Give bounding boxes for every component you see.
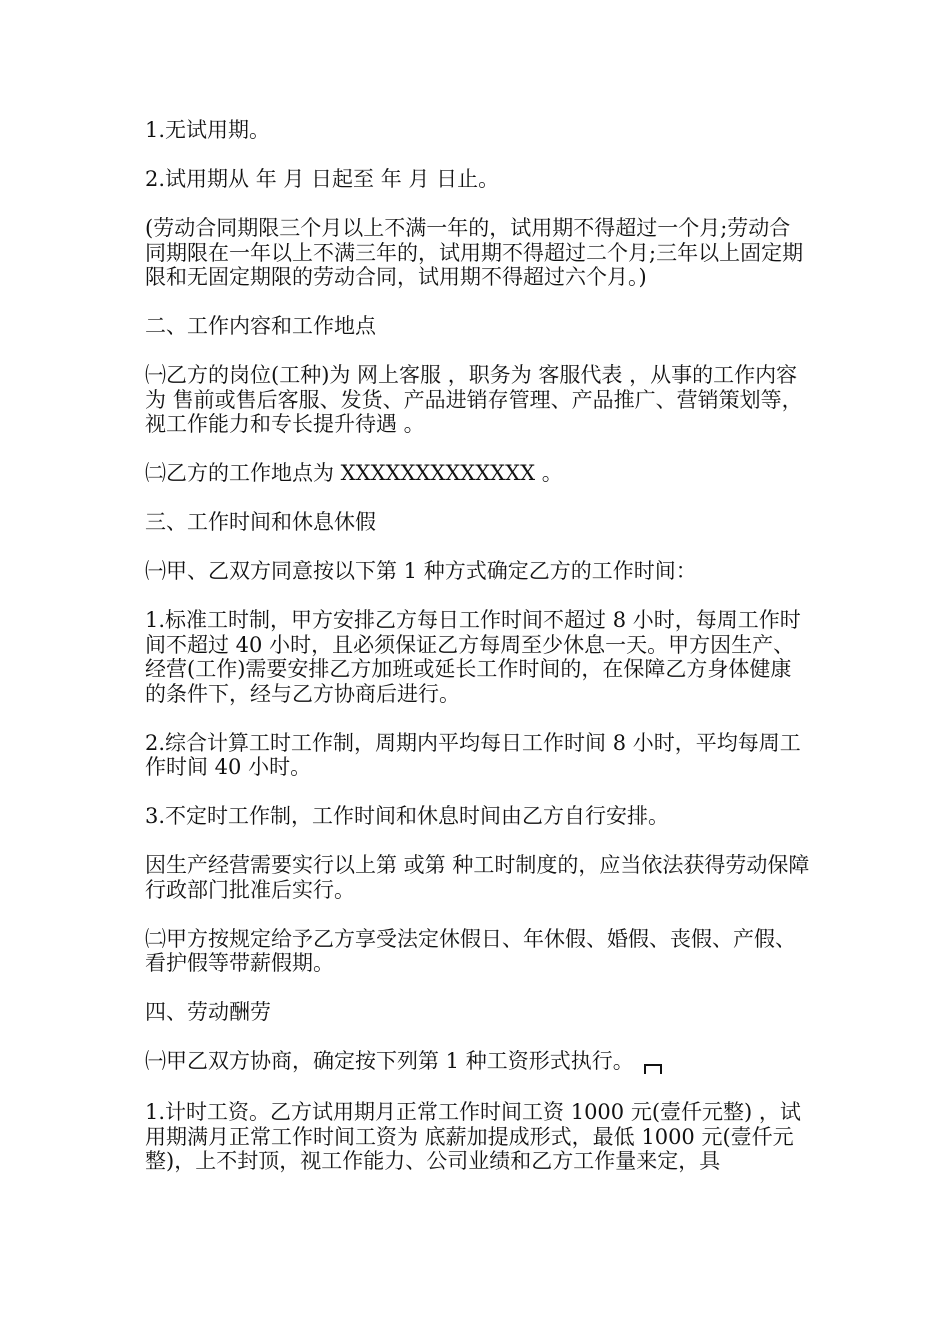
- bracket-mark-icon: [644, 1064, 662, 1074]
- paragraph-job-position: ㈠乙方的岗位(工种)为 网上客服 ，职务为 客服代表 ，从事的工作内容为 售前或售后客服、发货、产品进销存管理、产品推广、营销策划等，视工作能力和专长提升待遇 。: [145, 363, 803, 436]
- section-heading-work-hours: 三、工作时间和休息休假: [145, 510, 376, 534]
- paragraph-comprehensive-hours: 2.综合计算工时工作制，周期内平均每日工作时间 8 小时，平均每周工作时间 40 小时。: [145, 730, 801, 779]
- document-body: [145, 118, 810, 1174]
- paragraph-probation-period: 2.试用期从 年 月 日起至 年 月 日止。: [145, 167, 500, 191]
- paragraph-standard-hours: 1.标准工时制，甲方安排乙方每日工作时间不超过 8 小时，每周工作时间不超过 40 小时，且必须保证乙方每周至少休息一天。甲方因生产、经营(工作)需要安排乙方加班或延长工作时间的，在保障乙方身体健康的条件下，经与乙方协商后进行。: [145, 608, 801, 706]
- paragraph-flexible-hours: 3.不定时工作制，工作时间和休息时间由乙方自行安排。: [145, 804, 670, 828]
- paragraph-approval-requirement: 因生产经营需要实行以上第 或第 种工时制度的，应当依法获得劳动保障行政部门批准后实行。: [145, 853, 810, 902]
- section-heading-work-content: 二、工作内容和工作地点: [145, 314, 376, 338]
- paragraph-paid-leave: ㈡甲方按规定给予乙方享受法定休假日、年休假、婚假、丧假、产假、看护假等带薪假期。: [145, 926, 796, 975]
- paragraph-no-probation: 1.无试用期。: [145, 118, 271, 142]
- paragraph-wage-form: [145, 1049, 810, 1074]
- section-heading-remuneration: 四、劳动酬劳: [145, 1000, 271, 1024]
- paragraph-work-hours-method: ㈠甲、乙双方同意按以下第 1 种方式确定乙方的工作时间：: [145, 559, 697, 583]
- paragraph-work-location: ㈡乙方的工作地点为 XXXXXXXXXXXXX 。: [145, 461, 563, 485]
- paragraph-time-wage: 1.计时工资。乙方试用期月正常工作时间工资 1000 元(壹仟元整) ，试用期满月正常工作时间工资为 底薪加提成形式，最低 1000 元(壹仟元整)，上不封顶，视工作能力、公司业绩和乙方工作量来定，具: [145, 1100, 801, 1173]
- paragraph-probation-note: (劳动合同期限三个月以上不满一年的，试用期不得超过一个月;劳动合同期限在一年以上不满三年的，试用期不得超过二个月;三年以上固定期限和无固定期限的劳动合同，试用期不得超过六个月。): [145, 216, 804, 289]
- paragraph-wage-form-text: ㈠甲乙双方协商，确定按下列第 1 种工资形式执行。: [145, 1049, 634, 1073]
